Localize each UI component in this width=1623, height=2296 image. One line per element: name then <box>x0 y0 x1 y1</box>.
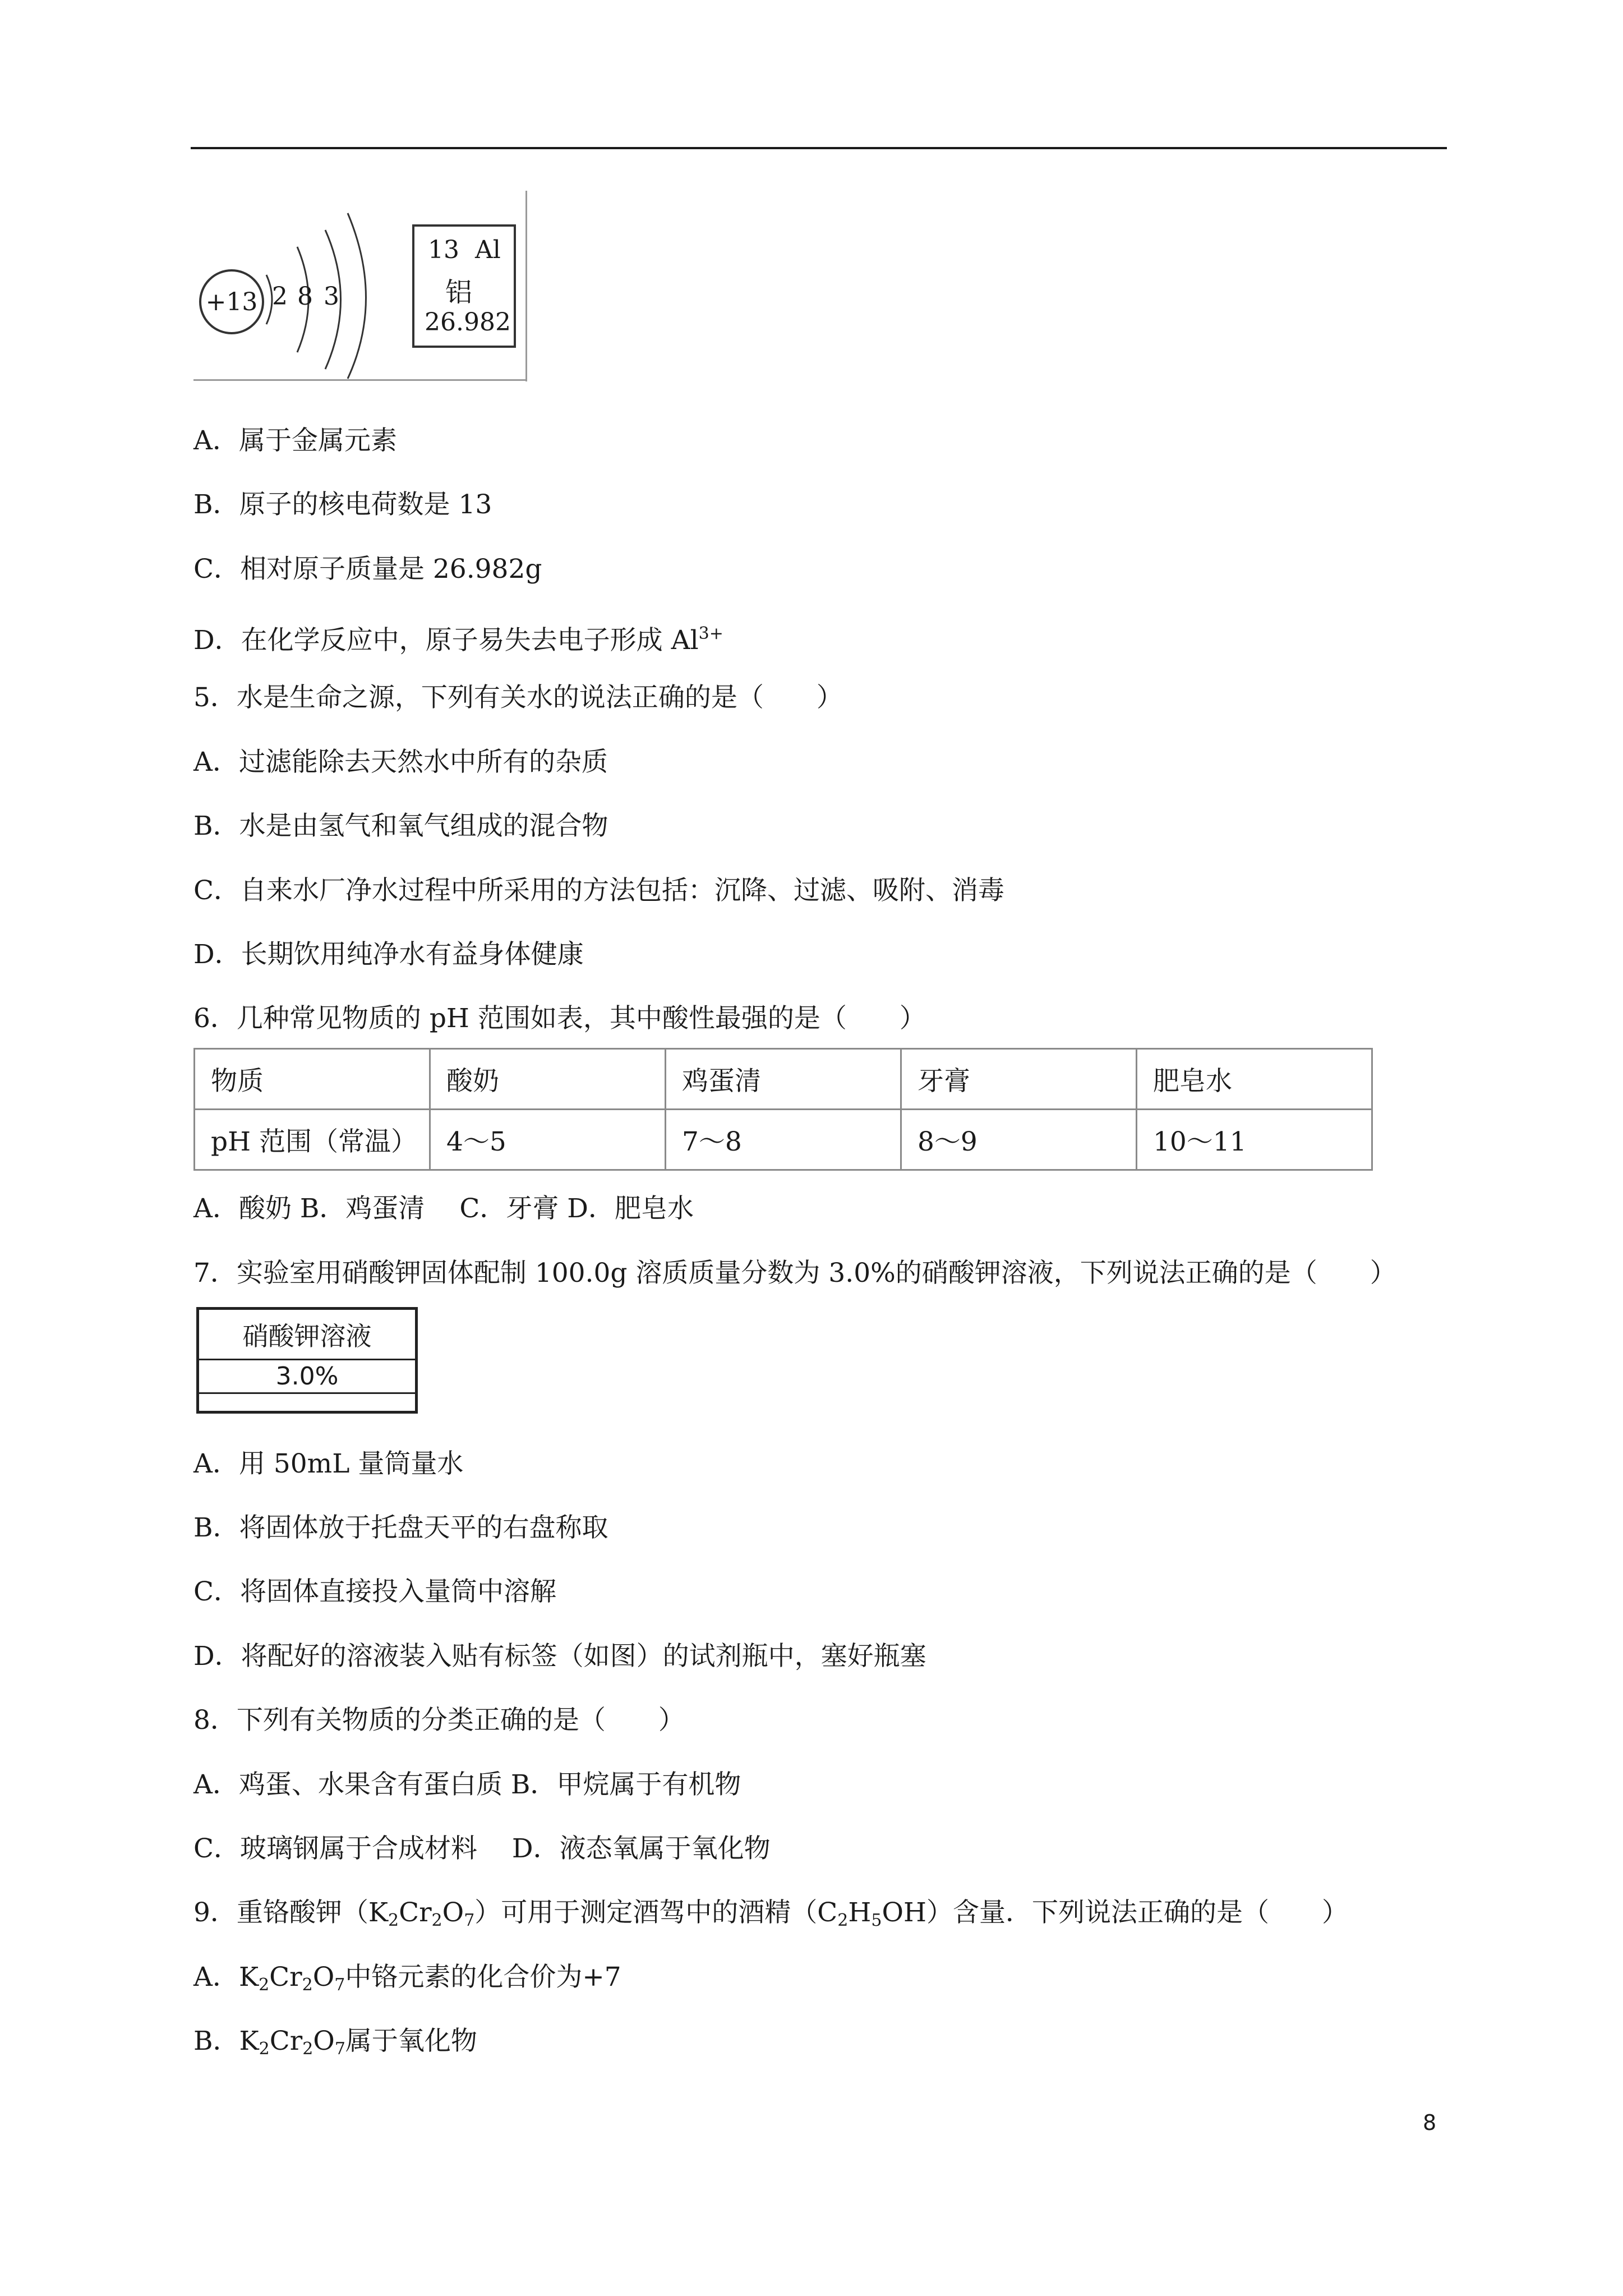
q4-option-d <box>193 617 723 657</box>
q5-option-d: D．长期饮用纯净水有益身体健康 <box>193 939 584 970</box>
subscript: 2 <box>302 1975 313 1995</box>
table-cell: 7～8 <box>666 1110 901 1170</box>
ph-table <box>193 1048 1373 1171</box>
reagent-label-value: 3.0% <box>199 1360 415 1394</box>
q4-option-b: B．原子的核电荷数是 13 <box>193 489 492 520</box>
page-number: 8 <box>1423 2110 1437 2135</box>
subscript: 5 <box>871 1911 882 1930</box>
table-cell: pH 范围（常温） <box>195 1110 430 1170</box>
aluminum-atom-figure <box>193 191 530 381</box>
q9-stem <box>193 1896 1348 1938</box>
q7-stem: 7．实验室用硝酸钾固体配制 100.0g 溶质质量分数为 3.0%的硝酸钾溶液，下列说法正确的是（ ） <box>193 1258 1396 1289</box>
subscript: 7 <box>334 2039 345 2059</box>
q5-option-b: B．水是由氢气和氧气组成的混合物 <box>193 811 608 841</box>
table-cell: 物质 <box>195 1049 430 1110</box>
q6-stem: 6．几种常见物质的 pH 范围如表，其中酸性最强的是（ ） <box>193 1003 926 1034</box>
q9-option-a-text: 中铬元素的化合价为+7 <box>345 1962 621 1993</box>
reagent-label-name: 硝酸钾溶液 <box>199 1310 415 1360</box>
figure-frame-right <box>525 191 527 381</box>
q4-option-a: A．属于金属元素 <box>193 425 397 456</box>
ion-charge: 3+ <box>698 624 723 643</box>
subscript: 2 <box>259 2039 270 2059</box>
shell-1-electrons: 2 <box>272 282 288 311</box>
subscript: 7 <box>334 1975 345 1995</box>
element-number-symbol: 13 Al <box>428 236 501 264</box>
q9-option-b-text: Cr <box>269 2026 303 2056</box>
q5-option-a: A．过滤能除去天然水中所有的杂质 <box>193 747 608 777</box>
q8-options-ab: A．鸡蛋、水果含有蛋白质 B．甲烷属于有机物 <box>193 1769 741 1800</box>
table-cell: 鸡蛋清 <box>666 1049 901 1110</box>
table-cell: 肥皂水 <box>1137 1049 1372 1110</box>
q5-option-c: C．自来水厂净水过程中所采用的方法包括：沉降、过滤、吸附、消毒 <box>193 875 1004 906</box>
element-name: 铝 <box>445 277 473 308</box>
subscript: 2 <box>837 1911 849 1930</box>
table-cell: 8～9 <box>901 1110 1137 1170</box>
q9-option-a <box>193 1961 621 2002</box>
q5-stem: 5．水是生命之源，下列有关水的说法正确的是（ ） <box>193 682 843 713</box>
table-row <box>195 1110 1372 1170</box>
subscript: 2 <box>431 1911 442 1930</box>
q7-option-a: A．用 50mL 量筒量水 <box>193 1448 464 1479</box>
q9-option-a-text: A．K <box>193 1962 259 1993</box>
figure-frame-bottom <box>193 379 527 381</box>
header-rule <box>191 147 1447 149</box>
q7-option-b: B．将固体放于托盘天平的右盘称取 <box>193 1512 608 1543</box>
table-row <box>195 1049 1372 1110</box>
q9-stem-text: 9．重铬酸钾（K <box>193 1897 389 1928</box>
shell-3-electrons: 3 <box>324 282 339 311</box>
q9-option-a-text: O <box>312 1962 335 1993</box>
subscript: 2 <box>259 1975 270 1995</box>
q6-options: A．酸奶 B．鸡蛋清 C．牙膏 D．肥皂水 <box>193 1193 694 1224</box>
reagent-label-figure <box>196 1307 418 1414</box>
q9-option-b-text: 属于氧化物 <box>345 2026 477 2056</box>
element-card <box>412 224 516 348</box>
table-cell: 牙膏 <box>901 1049 1137 1110</box>
q8-stem: 8．下列有关物质的分类正确的是（ ） <box>193 1705 685 1736</box>
q9-option-b-text: O <box>313 2026 335 2056</box>
table-cell: 酸奶 <box>430 1049 666 1110</box>
q4-option-c: C．相对原子质量是 26.982g <box>193 554 542 585</box>
q7-option-d: D．将配好的溶液装入贴有标签（如图）的试剂瓶中，塞好瓶塞 <box>193 1641 926 1672</box>
subscript: 2 <box>302 2039 313 2059</box>
q9-stem-text: Cr <box>399 1897 432 1928</box>
q9-option-b <box>193 2024 477 2066</box>
table-cell: 10～11 <box>1137 1110 1372 1170</box>
q4-option-d-text: D．在化学反应中，原子易失去电子形成 Al <box>193 625 699 656</box>
nucleus: +13 <box>199 269 264 334</box>
shell-2-electrons: 8 <box>297 282 313 311</box>
subscript: 2 <box>388 1911 399 1930</box>
q9-stem-text: O <box>442 1897 464 1928</box>
q7-option-c: C．将固体直接投入量筒中溶解 <box>193 1576 556 1607</box>
element-mass: 26.982 <box>425 308 511 337</box>
table-cell: 4～5 <box>430 1110 666 1170</box>
subscript: 7 <box>464 1911 475 1930</box>
q9-stem-text: OH）含量．下列说法正确的是（ ） <box>882 1897 1348 1928</box>
q9-option-a-text: Cr <box>269 1962 302 1993</box>
q8-options-cd: C．玻璃钢属于合成材料 D．液态氧属于氧化物 <box>193 1833 771 1864</box>
q9-stem-text: H <box>848 1897 872 1928</box>
q9-stem-text: ）可用于测定酒驾中的酒精（C <box>474 1897 838 1928</box>
q9-option-b-text: B．K <box>193 2026 259 2056</box>
